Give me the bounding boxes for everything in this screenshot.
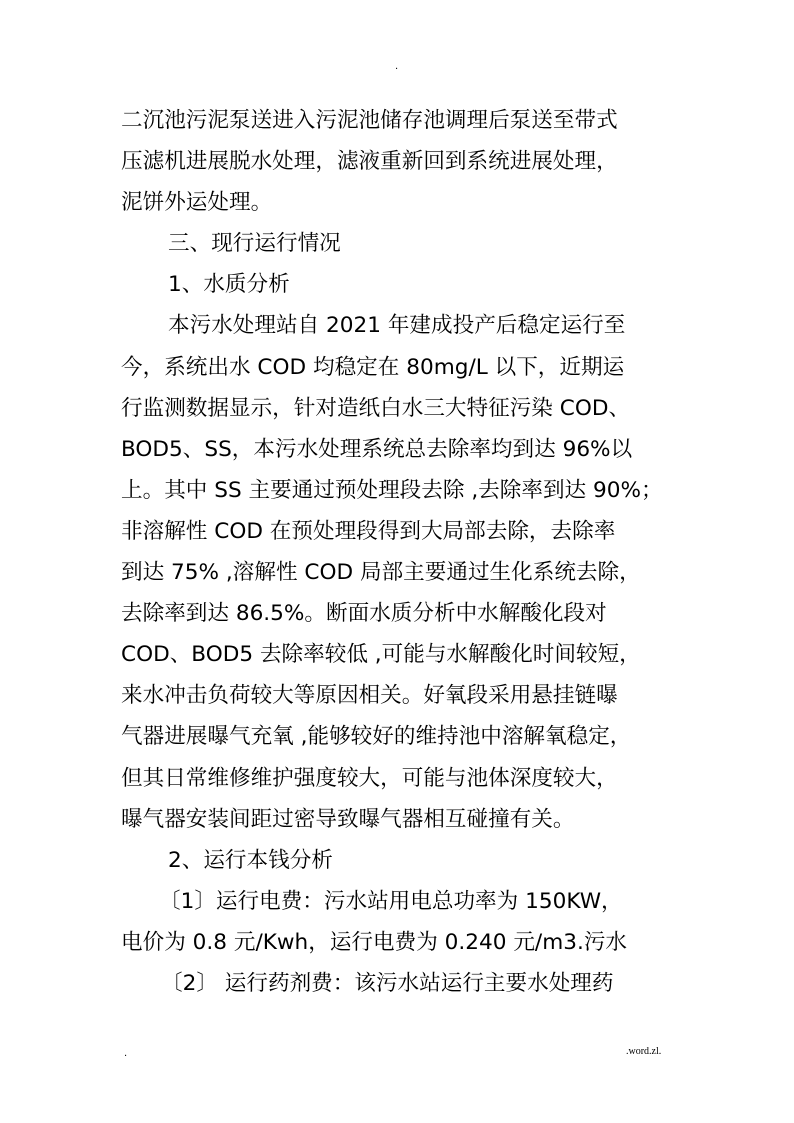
footer-mark: .: [124, 1048, 128, 1059]
paragraph-line: 去除率到达 86.5%。断面水质分析中水解酸化段对: [121, 601, 607, 627]
paragraph-line: 今，系统出水 COD 均稳定在 80mg/L 以下，近期运: [121, 354, 625, 380]
paragraph-line: 但其日常维修维护强度较大，可能与池体深度较大，: [121, 765, 618, 791]
paragraph-line: 二沉池污泥泵送进入污泥池储存池调理后泵送至带式: [121, 108, 618, 133]
paragraph-line: 泥饼外运处理。: [121, 190, 273, 216]
subsection-heading: 1、水质分析: [168, 272, 290, 298]
paragraph-line: 本污水处理站自 2021 年建成投产后稳定运行至: [168, 313, 626, 339]
footer-watermark: .word.zl.: [626, 1046, 662, 1057]
document-body: [121, 100, 681, 1004]
paragraph-line: BOD5、SS，本污水处理系统总去除率均到达 96%以: [121, 436, 633, 462]
paragraph-line: 行监测数据显示，针对造纸白水三大特征污染 COD、: [121, 395, 631, 421]
subsection-heading: 2、运行本钱分析: [168, 847, 333, 873]
paragraph-line: 电价为 0.8 元/Kwh，运行电费为 0.240 元/m3.污水: [121, 929, 628, 955]
header-mark: .: [395, 61, 399, 72]
section-heading: 三、现行运行情况: [168, 231, 341, 257]
paragraph-line: 压滤机进展脱水处理，滤液重新回到系统进展处理，: [121, 149, 618, 175]
paragraph-line: 来水冲击负荷较大等原因相关。好氧段采用悬挂链曝: [121, 683, 618, 709]
paragraph-line: COD、BOD5 去除率较低 ,可能与水解酸化时间较短，: [121, 642, 641, 668]
paragraph-line: 曝气器安装间距过密导致曝气器相互碰撞有关。: [121, 806, 575, 832]
list-item-line: 〔1〕运行电费：污水站用电总功率为 150KW，: [159, 888, 623, 914]
paragraph-line: 气器进展曝气充氧 ,能够较好的维持池中溶解氧稳定，: [121, 724, 632, 750]
list-item-line: 〔2〕 运行药剂费：该污水站运行主要水处理药: [161, 970, 614, 996]
paragraph-line: 到达 75% ,溶解性 COD 局部主要通过生化系统去除，: [121, 560, 641, 586]
paragraph-line: 非溶解性 COD 在预处理段得到大局部去除，去除率: [121, 518, 616, 544]
paragraph-line: 上。其中 SS 主要通过预处理段去除 ,去除率到达 90%；: [121, 477, 663, 503]
